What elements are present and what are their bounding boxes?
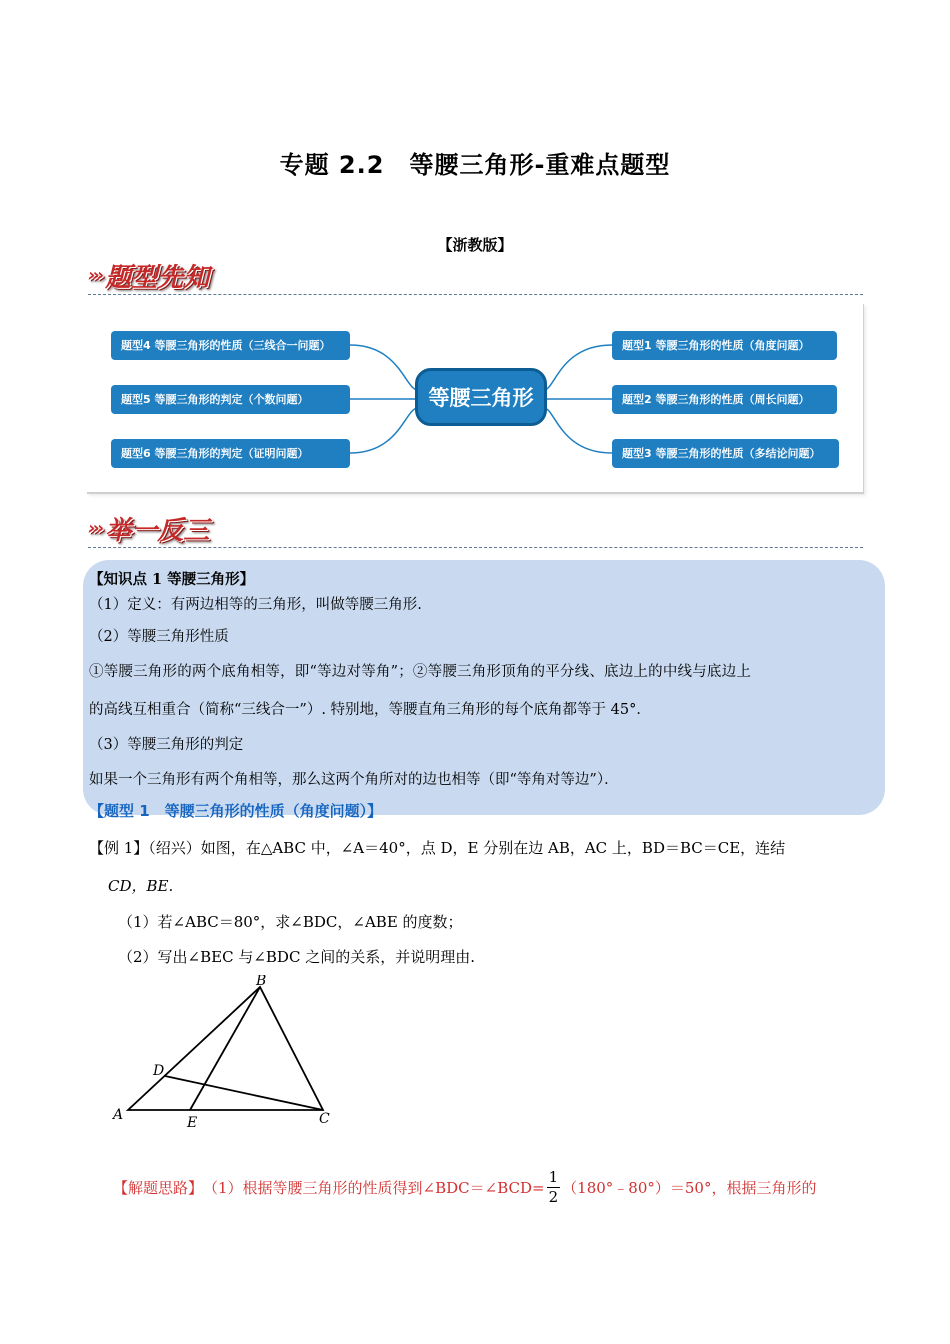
mindmap-center-node: 等腰三角形 — [415, 368, 547, 426]
knowledge-point-line: 如果一个三角形有两个角相等，那么这两个角所对的边也相等（即“等角对等边”）． — [89, 772, 619, 788]
section-divider — [88, 547, 863, 548]
knowledge-point-line: ①等腰三角形的两个底角相等，即“等边对等角”；②等腰三角形顶角的平分线、底边上的中线与底边上 — [89, 664, 752, 680]
section-label: 题型先知 — [105, 262, 210, 293]
knowledge-point-line: 的高线互相重合（简称“三线合一”）. 特别地，等腰直角三角形的每个底角都等于 45°． — [89, 702, 651, 718]
fraction — [547, 1170, 561, 1205]
label-a: A — [113, 1107, 124, 1123]
solution-text-cont: （180°﹣80°）＝50°，根据三角形的 — [562, 1179, 817, 1197]
triangle-figure — [105, 975, 345, 1135]
knowledge-point-line: （3）等腰三角形的判定 — [89, 737, 244, 753]
knowledge-point-title: 【知识点 1 等腰三角形】 — [89, 571, 255, 588]
mindmap-node-type2: 题型2 等腰三角形的性质（周长问题） — [612, 385, 837, 414]
example-question-1: （1）若∠ABC＝80°，求∠BDC，∠ABE 的度数； — [118, 913, 463, 931]
example-question-2: （2）写出∠BEC 与∠BDC 之间的关系，并说明理由. — [118, 948, 475, 966]
example-statement-cont: CD，BE. — [108, 877, 174, 895]
knowledge-point-line: （2）等腰三角形性质 — [89, 629, 229, 645]
example-statement: 【例 1】（绍兴）如图，在△ABC 中，∠A＝40°，点 D，E 分别在边 AB，AC 上，BD＝BC＝CE，连结 — [89, 839, 786, 857]
label-c: C — [319, 1111, 330, 1127]
section-arrows-icon: ››› — [88, 517, 102, 539]
mindmap-node-type1: 题型1 等腰三角形的性质（角度问题） — [612, 331, 837, 360]
fraction-denominator: 2 — [548, 1188, 559, 1206]
page-title: 专题 2.2 等腰三角形-重难点题型 — [279, 151, 671, 179]
mindmap-node-type3: 题型3 等腰三角形的性质（多结论问题） — [612, 439, 839, 468]
question-type-heading: 【题型 1 等腰三角形的性质（角度问题）】 — [89, 802, 383, 820]
mindmap-node-type5: 题型5 等腰三角形的判定（个数问题） — [111, 385, 350, 414]
edition-label: 【浙教版】 — [437, 236, 513, 254]
section-header-practice — [88, 508, 209, 548]
solution-line — [113, 1170, 816, 1205]
mindmap-node-type4: 题型4 等腰三角形的性质（三线合一问题） — [111, 331, 350, 360]
section-arrows-icon: ››› — [88, 264, 102, 286]
section-label: 举一反三 — [105, 515, 210, 546]
solution-text: （1）根据等腰三角形的性质得到∠BDC＝∠BCD= — [203, 1179, 545, 1197]
knowledge-point-line: （1）定义：有两边相等的三角形，叫做等腰三角形. — [89, 597, 422, 613]
mindmap-node-type6: 题型6 等腰三角形的判定（证明问题） — [111, 439, 350, 468]
label-d: D — [153, 1063, 165, 1079]
fraction-numerator: 1 — [548, 1168, 559, 1186]
label-e: E — [187, 1115, 198, 1131]
label-b: B — [256, 975, 267, 989]
solution-label: 【解题思路】 — [113, 1179, 204, 1197]
